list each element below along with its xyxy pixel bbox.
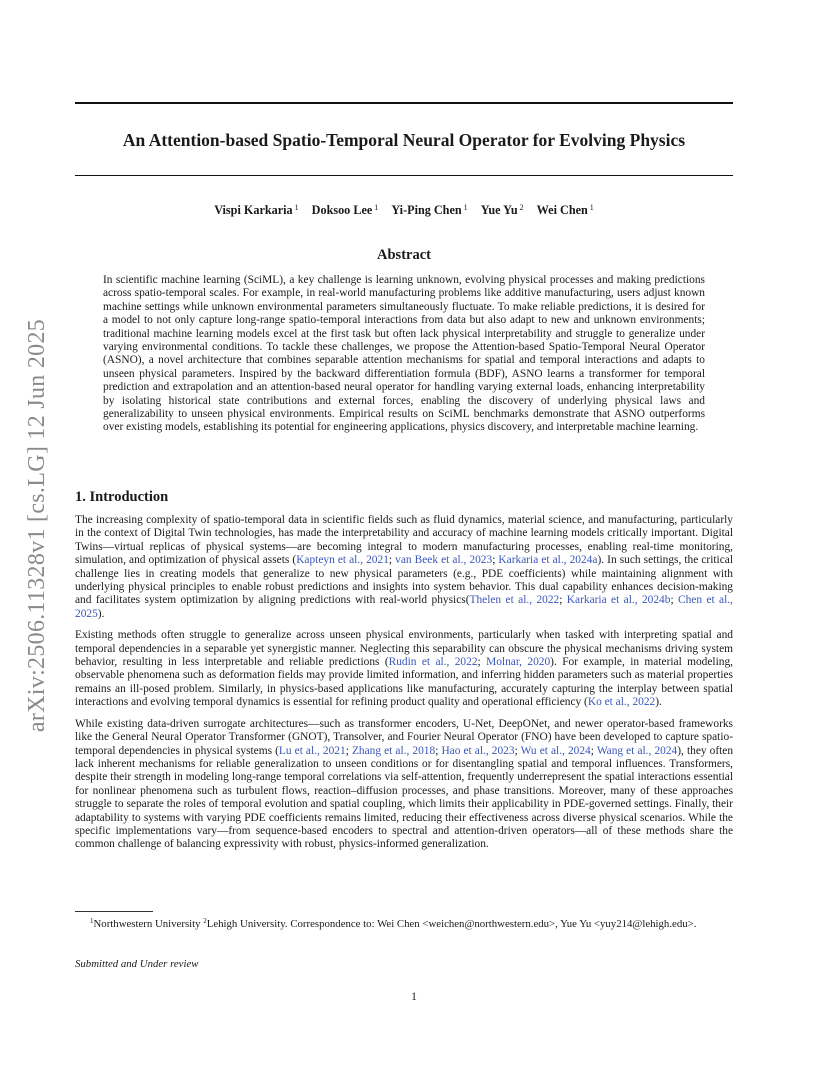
affiliation-footnote [75,914,733,931]
paragraph-text: Existing methods often struggle to generalize across unseen physical environments, particularly when tasked with interpreting spatial and temporal dependencies in a separable yet synergistic manner. Neglecting this separability can obscure the physical mechanisms driving system behavior, resulting in less interpretable and reliable predictions ( [75,629,733,669]
footnote-mark: 1 [90,917,94,925]
abstract-heading: Abstract [377,247,431,263]
paragraph-text: While existing data-driven surrogate architectures—such as transformer encoders, U-Net, DeepONet, and newer operator-based frameworks like the General Neural Operator Transformer (GNOT), Transolver, and Fourier Neural Operator (FNO) have been developed to capture spatio-temporal dependencies in physical systems ( [75,717,733,757]
paragraph-text: ). [655,696,662,709]
author-name: Yi-Ping Chen [391,203,462,217]
title-top-rule [75,102,733,104]
citation-link[interactable]: Rudin et al., 2022 [388,656,478,669]
paragraph-text: ). [97,607,105,620]
citation-link[interactable]: Karkaria et al., 2024a [498,554,598,567]
author-name: Wei Chen [536,203,588,217]
paragraph [75,514,733,621]
citation-link[interactable]: Karkaria et al., 2024b [566,594,671,607]
author [481,203,524,217]
paragraph-text: ). For example, in material modeling, observable phenomena such as deformation fields may provide limited information, and inferring hidden parameters such as material properties remains an ill-posed problem. Similarly, in physics-based applications like manufacturing, accurately capturing the interplay between spatial interactions and evolving temporal dynamics is essential for refining product quality and operational efficiency ( [75,656,734,709]
arxiv-identifier-text: arXiv:2506.11328v1 [cs.LG] 12 Jun 2025 [24,318,51,732]
citation-link[interactable]: van Beek et al., 2023 [395,554,493,567]
citation-separator: ; [388,554,396,567]
citation-link[interactable]: Lu et al., 2021 [278,744,346,757]
introduction-body [75,514,733,860]
section-heading-introduction: 1. Introduction [75,489,169,505]
citation-link[interactable]: Wang et al., 2024 [596,744,678,757]
citation-link[interactable]: Zhang et al., 2018 [351,744,436,757]
author-affiliation-mark: 1 [294,203,299,212]
title-bottom-rule [75,175,733,176]
author-affiliation-mark: 2 [519,203,524,212]
citation-link[interactable]: Ko et al., 2022 [587,696,656,709]
author-affiliation-mark: 1 [589,203,594,212]
author-affiliation-mark: 1 [463,203,468,212]
footnote-rule [75,911,153,912]
citation-link[interactable]: Wu et al., 2024 [520,744,591,757]
citation-link[interactable]: Hao et al., 2023 [441,744,515,757]
paragraph-text: ), they often lack inherent mechanisms for reliable generalization to unseen conditions or for disentangling spatial and temporal influences. Transformers, despite their strength in modeling long-range temporal correlations via self-attention, frequently underrepresent the spatial interactions essential for nonlinear phenomena such as turbulent flows, reaction–diffusion processes, and phase transitions. Moreover, many of these approaches struggle to separate the roles of temporal evolution and spatial coupling, which limits their applicability in PDE-governed settings. Finally, their adaptability to systems with varying PDE coefficients remains limited, reducing their effectiveness across diverse physical scenarios. While the specific implementations vary—from sequence-based encoders to spectral and attention-driven operators—all of these methods share the common challenge of balancing expressivity with robust, physics-informed generalization. [75,744,734,851]
submission-status: Submitted and Under review [75,958,199,970]
affiliation-text: Lehigh University. [206,918,288,930]
footnote-mark: 2 [203,917,207,925]
author-name: Yue Yu [480,203,518,217]
author [312,203,379,217]
citation-separator: ; [514,744,521,757]
citation-separator: ; [477,656,487,669]
author-name: Doksoo Lee [311,203,373,217]
arxiv-identifier [20,305,56,745]
correspondence-text: Correspondence to: Wei Chen <weichen@northwestern.edu>, Yue Yu <yuy214@lehigh.edu>. [287,918,697,930]
citation-separator: ; [435,744,442,757]
abstract-text: In scientific machine learning (SciML), a key challenge is learning unknown, evolving physical processes and making predictions across spatio-temporal scales. For example, in real-world manufacturing problems like additive manufacturing, users adjust known machine settings while unknown environmental parameters simultaneously fluctuate. To make reliable predictions, it is desired for a model to not only capture long-range spatio-temporal interactions from data but also adapt to new and unknown environments; traditional machine learning models excel at the first task but often lack physical interpretability and struggle to generalize under varying environmental conditions. To tackle these challenges, we propose the Attention-based Spatio-Temporal Neural Operator (ASNO), a novel architecture that combines separable attention mechanisms for spatial and temporal interactions and adapts to unseen physical parameters. Inspired by the backward differentiation formula (BDF), ASNO learns a transformer for temporal prediction and extrapolation and an attention-based neural operator for handling varying external loads, enhancing interpretability by isolating historical state contributions and external forces, enabling the discovery of underlying physical laws and generalizability to unseen physical environments. Empirical results on SciML benchmarks demonstrate that ASNO outperforms over existing models, establishing its potential for engineering applications, physics discovery, and interpretable machine learning. [103,274,705,434]
citation-link[interactable]: Molnar, 2020 [486,656,551,669]
paper-title: An Attention-based Spatio-Temporal Neural Operator for Evolving Physics [122,130,686,150]
citation-separator: ; [492,554,499,567]
citation-separator: ; [345,744,352,757]
page-number: 1 [411,991,417,1003]
author [391,203,467,217]
author-affiliation-mark: 1 [374,203,379,212]
citation-separator: ; [559,594,567,607]
citation-separator: ; [670,594,678,607]
paragraph [75,629,733,709]
author [537,203,594,217]
paragraph-text: The increasing complexity of spatio-temporal data in scientific fields such as fluid dynamics, material science, and manufacturing, particularly in the context of Digital Twin technologies, has made the interpretability and accuracy of machine learning models critically important. Digital Twins—virtual replicas of physical systems—are becoming integral to modern manufacturing processes, enabling real-time monitoring, simulation, and optimization of physical assets ( [75,514,733,567]
citation-link[interactable]: Kapteyn et al., 2021 [296,554,389,567]
citation-link[interactable]: Chen et al., 2025 [75,594,733,620]
paragraph [75,718,733,852]
paragraph-text: ). In such settings, the critical challenge lies in creating models that generalize to new physical parameters (e.g., PDE coefficients) while maintaining alignment with underlying physical principles to enable robust predictions and insights into system behavior. This dual capability enhances decision-making and facilitates system optimization by aligning predictions with real-world physics( [75,554,733,607]
author-name: Vispi Karkaria [214,203,293,217]
citation-link[interactable]: Thelen et al., 2022 [469,594,560,607]
author [214,203,298,217]
affiliation-text: Northwestern University [93,918,204,930]
citation-separator: ; [590,744,597,757]
author-list [75,203,733,218]
